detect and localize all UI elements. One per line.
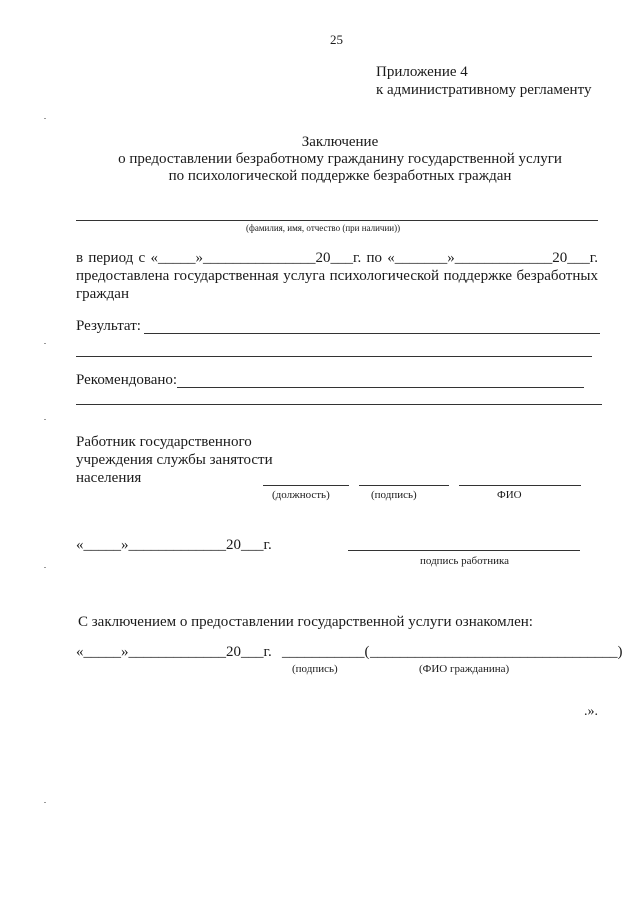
word: в — [76, 250, 84, 266]
start-date-blank: «_____»_______________20___г. — [150, 250, 362, 266]
scan-mark — [44, 343, 46, 344]
scan-mark — [44, 419, 46, 420]
appendix-regulation: к административному регламенту — [376, 82, 592, 98]
name-caption: (фамилия, имя, отчество (при наличии)) — [246, 223, 401, 233]
worker-title-2: учреждения службы занятости — [76, 452, 273, 468]
word: безработных — [516, 268, 598, 284]
position-line — [263, 485, 349, 486]
period-line-2 — [76, 268, 598, 285]
recommended-label: Рекомендовано: — [76, 372, 178, 388]
worker-signature-line — [348, 550, 580, 551]
document-title: Заключение — [301, 134, 379, 150]
citizen-name-blank: _________________________________) — [370, 644, 623, 660]
signature-line — [359, 485, 449, 486]
result-label: Результат: — [76, 318, 141, 334]
citizen-name-caption: (ФИО гражданина) — [419, 663, 510, 675]
word: психологической — [329, 268, 440, 284]
acknowledgement-text: С заключением о предоставлении государственной услуги ознакомлен: — [78, 614, 533, 630]
citizen-signature-caption: (подпись) — [292, 663, 338, 675]
word: предоставлена — [76, 268, 170, 284]
word: с — [138, 250, 146, 266]
signature-caption: (подпись) — [371, 489, 417, 501]
worker-title-1: Работник государственного — [76, 434, 252, 450]
word: государственная — [173, 268, 279, 284]
document-subtitle-2: по психологической поддержке безработных граждан — [168, 168, 512, 184]
page-number: 25 — [330, 32, 343, 47]
worker-date: «_____»_____________20___г. — [76, 537, 272, 553]
recommended-line-2 — [76, 404, 602, 405]
worker-title-3: населения — [76, 470, 142, 486]
appendix-number: Приложение 4 — [376, 64, 468, 80]
end-date-blank: «_______»_____________20___г. — [387, 250, 598, 266]
word: по — [366, 250, 382, 266]
word: услуга — [283, 268, 326, 284]
closing-quote: .». — [584, 704, 598, 719]
result-line-2 — [76, 356, 592, 357]
recommended-line-1 — [177, 387, 584, 388]
citizen-signature-blank: ___________( — [282, 644, 370, 660]
period-line-3: граждан — [76, 286, 129, 302]
result-line-1 — [144, 333, 600, 334]
fio-caption: ФИО — [497, 489, 522, 501]
citizen-date: «_____»_____________20___г. — [76, 644, 272, 660]
document-subtitle-1: о предоставлении безработному гражданину государственной услуги — [118, 151, 562, 167]
scan-mark — [44, 802, 46, 803]
fio-line — [459, 485, 581, 486]
worker-signature-caption: подпись работника — [420, 555, 510, 567]
word: поддержке — [443, 268, 513, 284]
position-caption: (должность) — [272, 489, 330, 501]
scan-mark — [44, 118, 46, 119]
period-line-1 — [76, 250, 598, 267]
word: период — [88, 250, 134, 266]
citizen-name-line — [76, 220, 598, 221]
scan-mark — [44, 567, 46, 568]
